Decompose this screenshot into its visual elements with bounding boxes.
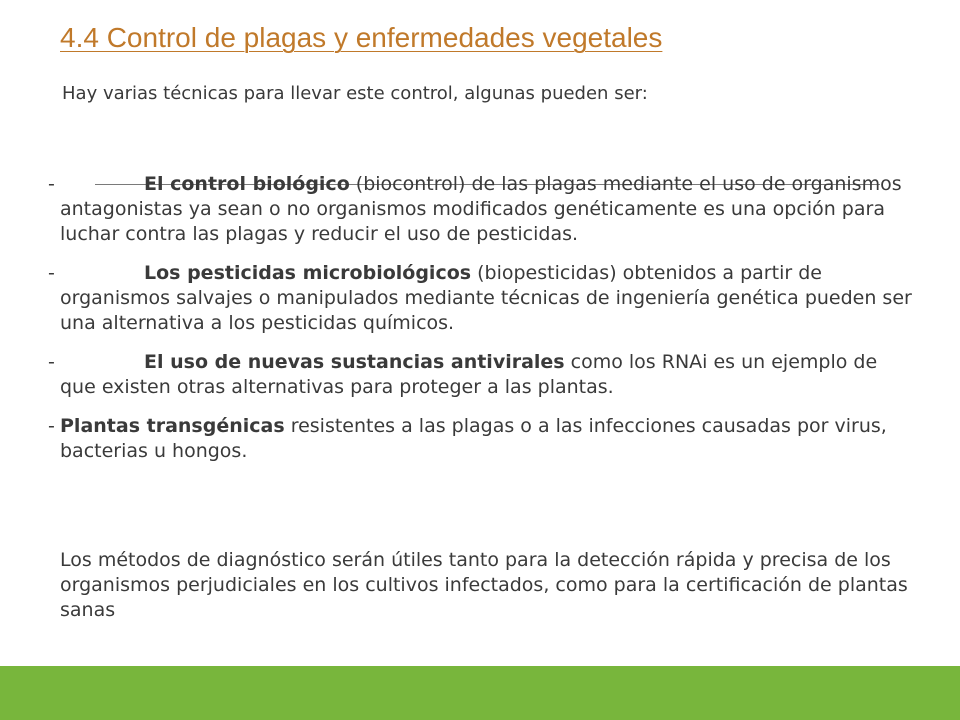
bullet-marker: - (48, 415, 55, 437)
bullet-text: como los RNAi es un ejemplo de que existen otras alternativas para proteger a las plantas. (60, 351, 878, 398)
bullet-heading: Plantas transgénicas (60, 415, 285, 437)
bullet-heading: El uso de nuevas sustancias antivirales (144, 351, 565, 373)
bullet-marker: - (48, 351, 55, 373)
closing-paragraph: Los métodos de diagnóstico serán útiles tanto para la detección rápida y precisa de los organismos perjudiciales en los cultivos infectados, como para la certificación de plantas sanas (60, 549, 908, 621)
list-item-antivirals (0, 350, 960, 400)
bullet-marker: - (48, 262, 55, 284)
intro-text: Hay varias técnicas para llevar este control, algunas pueden ser: (62, 83, 648, 104)
bullet-heading: El control biológico (144, 173, 350, 195)
bullet-text: (biocontrol) de las plagas mediante el uso de organismos antagonistas ya sean o no organismos modificados genéticamente es una opción para luchar contra las plagas y reducir el uso de pesticidas. (60, 173, 902, 245)
list-item-biocontrol (0, 172, 960, 247)
technique-list (0, 172, 960, 478)
bullet-text: (biopesticidas) obtenidos a partir de organismos salvajes o manipulados mediante técnicas de ingeniería genética pueden ser una alternativa a los pesticidas químicos. (60, 262, 912, 334)
footer-bar (0, 666, 960, 720)
bullet-heading: Los pesticidas microbiológicos (144, 262, 472, 284)
list-item-biopesticides (0, 261, 960, 336)
bullet-text: resistentes a las plagas o a las infecciones causadas por virus, bacterias u hongos. (60, 415, 887, 462)
slide-title: 4.4 Control de plagas y enfermedades vegetales (60, 22, 663, 53)
list-item-transgenic-plants (0, 414, 960, 464)
bullet-marker: - (48, 173, 55, 195)
